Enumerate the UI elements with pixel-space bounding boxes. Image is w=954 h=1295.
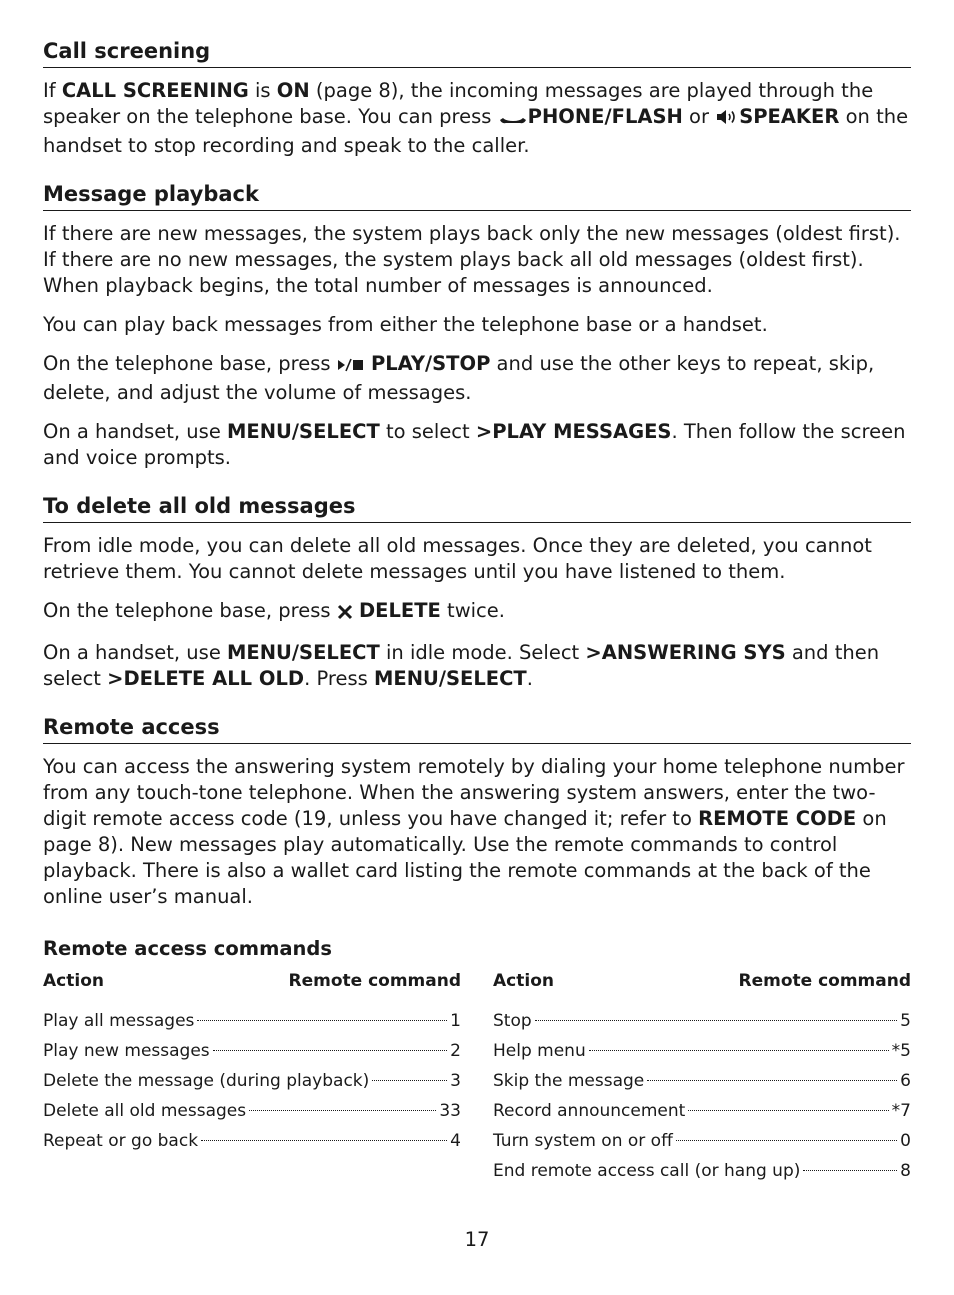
section-call-screening	[43, 38, 911, 159]
playback-text-3: On the telephone base, press PLAY/STOP and use the other keys to repeat, skip, delete, and adjust the volume of messages.	[43, 352, 875, 404]
page-number: 17	[464, 1228, 490, 1251]
delete-text-2: On the telephone base, press DELETE twice.	[43, 598, 911, 627]
heading-message-playback: Message playback	[43, 181, 911, 211]
col-action-label: Action	[43, 971, 104, 991]
heading-call-screening: Call screening	[43, 38, 911, 68]
table-row: Skip the message 6	[493, 1071, 911, 1091]
commands-column-left	[43, 970, 461, 1186]
section-delete-old	[43, 493, 911, 692]
remote-text-1: You can access the answering system remotely by dialing your home telephone number from any touch-tone telephone. When the answering system answers, enter the two-digit remote access code (19, unless you have changed it; refer to REMOTE CODE on page 8). New messages play automatically. Use the remote commands to control playback. There is also a wallet card listing the remote commands at the back of the online user’s manual.	[43, 755, 905, 908]
table-row: Turn system on or off 0	[493, 1131, 911, 1151]
table-row: Play new messages 2	[43, 1041, 461, 1061]
remote-commands-title: Remote access commands	[43, 937, 332, 960]
call-screening-text: If CALL SCREENING is ON (page 8), the incoming messages are played through the speaker on the telephone base. You can press PHONE/FLASH or SPEAKER on the handset to stop recording and speak to the caller.	[43, 79, 909, 157]
column-header	[493, 970, 911, 992]
playback-text-1: If there are new messages, the system plays back only the new messages (oldest first). If there are no new messages, the system plays back all old messages (oldest first). When playback begins, the total number of messages is announced.	[43, 222, 901, 297]
delete-text-3: On a handset, use MENU/SELECT in idle mode. Select >ANSWERING SYS and then select >DELETE ALL OLD. Press MENU/SELECT.	[43, 641, 880, 690]
column-header	[43, 970, 461, 992]
play-stop-icon	[337, 354, 365, 380]
section-message-playback	[43, 181, 911, 471]
table-row: Repeat or go back 4	[43, 1131, 461, 1151]
delete-x-icon	[337, 601, 353, 627]
table-row: Stop 5	[493, 1011, 911, 1031]
speaker-icon	[715, 107, 739, 133]
phone-handset-icon	[498, 107, 528, 133]
remote-commands-table	[43, 970, 911, 1186]
table-row: Record announcement *7	[493, 1101, 911, 1121]
delete-text-1: From idle mode, you can delete all old messages. Once they are deleted, you cannot retrieve them. You cannot delete messages until you have listened to them.	[43, 534, 872, 583]
section-remote-access	[43, 714, 911, 1186]
col-command-label: Remote command	[738, 971, 911, 991]
heading-delete-old: To delete all old messages	[43, 493, 911, 523]
manual-page	[43, 38, 911, 1186]
playback-text-2: You can play back messages from either the telephone base or a handset.	[43, 313, 768, 336]
table-row: Delete all old messages 33	[43, 1101, 461, 1121]
table-row: Help menu *5	[493, 1041, 911, 1061]
heading-remote-access: Remote access	[43, 714, 911, 744]
table-row: Delete the message (during playback) 3	[43, 1071, 461, 1091]
commands-column-right	[493, 970, 911, 1186]
col-action-label: Action	[493, 971, 554, 991]
playback-text-4: On a handset, use MENU/SELECT to select >PLAY MESSAGES. Then follow the screen and voice prompts.	[43, 420, 906, 469]
table-row: End remote access call (or hang up) 8	[493, 1161, 911, 1181]
table-row: Play all messages 1	[43, 1011, 461, 1031]
col-command-label: Remote command	[288, 971, 461, 991]
